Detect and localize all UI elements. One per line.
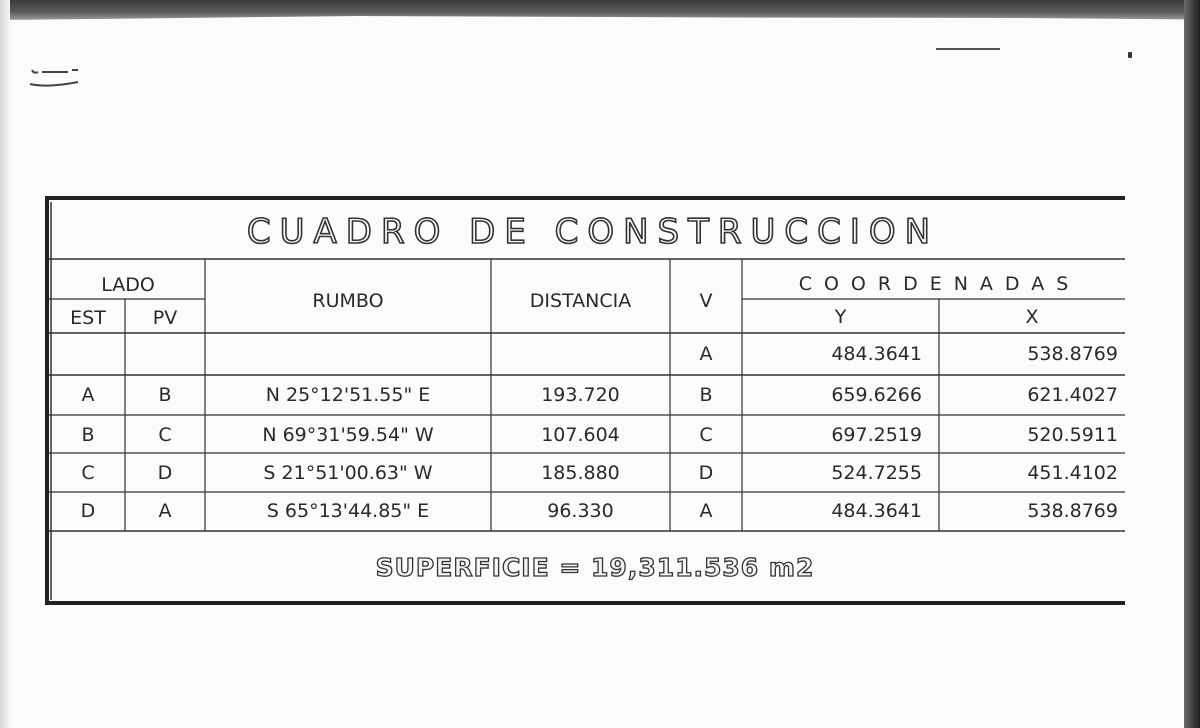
area-summary-outline bbox=[45, 548, 1125, 588]
cell-pv: A bbox=[158, 500, 172, 522]
header-est: EST bbox=[70, 307, 106, 329]
margin-dot-mark bbox=[1128, 52, 1132, 58]
cell-est: A bbox=[81, 384, 95, 406]
cell-est: D bbox=[80, 500, 96, 522]
header-x: X bbox=[1025, 306, 1039, 328]
header-v: V bbox=[699, 290, 713, 312]
cell-pv: D bbox=[157, 462, 173, 484]
header-y: Y bbox=[834, 306, 847, 328]
cell-pv: C bbox=[158, 424, 172, 446]
table-title-outline bbox=[45, 204, 1125, 254]
cell-distancia: 185.880 bbox=[541, 462, 620, 484]
cell-coord-x: 538.8769 bbox=[1027, 343, 1118, 365]
cell-coord-x: 538.8769 bbox=[1027, 500, 1118, 522]
scan-shadow-right bbox=[1184, 0, 1200, 728]
cell-rumbo: S 21°51'00.63" W bbox=[263, 462, 433, 484]
header-distancia: DISTANCIA bbox=[529, 290, 632, 312]
construction-table bbox=[45, 196, 1125, 605]
cell-distancia: 96.330 bbox=[547, 500, 614, 522]
cell-distancia: 193.720 bbox=[541, 384, 620, 406]
cell-est: B bbox=[81, 424, 95, 446]
cell-rumbo: N 69°31'59.54" W bbox=[262, 424, 434, 446]
cell-coord-y: 524.7255 bbox=[831, 462, 922, 484]
cell-rumbo: S 65°13'44.85" E bbox=[266, 500, 430, 522]
scan-shadow-left bbox=[0, 0, 10, 728]
cell-rumbo: N 25°12'51.55" E bbox=[265, 384, 431, 406]
cell-vertex: A bbox=[699, 343, 713, 365]
cell-vertex: A bbox=[699, 500, 713, 522]
cell-vertex: C bbox=[699, 424, 713, 446]
cell-distancia: 107.604 bbox=[541, 424, 620, 446]
cell-coord-y: 484.3641 bbox=[831, 343, 922, 365]
cell-pv: B bbox=[158, 384, 172, 406]
cell-est: C bbox=[81, 462, 95, 484]
table-title bbox=[45, 204, 1125, 258]
cell-vertex: B bbox=[699, 384, 713, 406]
header-lado: LADO bbox=[101, 274, 155, 296]
header-coordenadas: COORDENADAS bbox=[798, 273, 1081, 295]
cell-coord-x: 451.4102 bbox=[1027, 462, 1118, 484]
cell-coord-x: 621.4027 bbox=[1027, 384, 1118, 406]
header-pv: PV bbox=[152, 307, 178, 329]
pen-scribble-mark bbox=[28, 62, 92, 92]
cell-coord-y: 484.3641 bbox=[831, 500, 922, 522]
header-rumbo: RUMBO bbox=[312, 290, 384, 312]
margin-dash-mark bbox=[936, 48, 1000, 50]
cell-coord-x: 520.5911 bbox=[1027, 424, 1118, 446]
area-summary-text: SUPERFICIE = 19,311.536 m2 bbox=[375, 553, 815, 582]
cell-coord-y: 659.6266 bbox=[831, 384, 922, 406]
table-title-text: CUADRO DE CONSTRUCCION bbox=[246, 212, 940, 252]
cell-coord-y: 697.2519 bbox=[831, 424, 922, 446]
cell-vertex: D bbox=[698, 462, 714, 484]
